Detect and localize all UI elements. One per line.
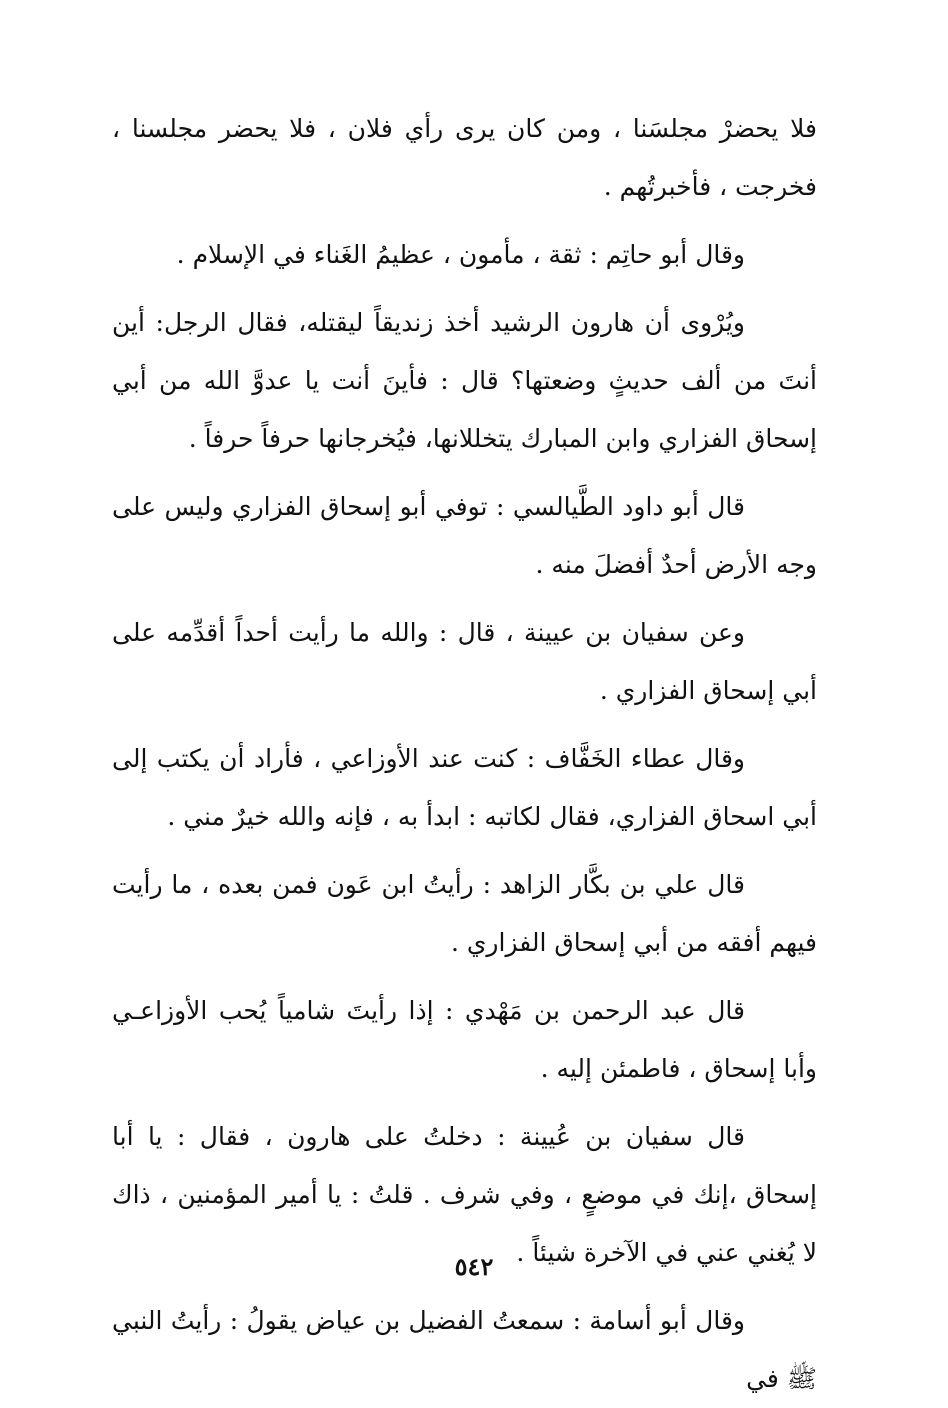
- page-number: ٥٤٢: [454, 1252, 494, 1281]
- paragraph-4: قال أبو داود الطَّيالسي : توفي أبو إسحاق الفزاري وليس على وجه الأرض أحدٌ أفضلَ منه .: [112, 492, 817, 579]
- paragraph-5: وعن سفيان بن عيينة ، قال : والله ما رأيت أحداً أقدِّمه على أبي إسحاق الفزاري .: [112, 618, 817, 705]
- paragraph-8: قال عبد الرحمن بن مَهْدي : إذا رأيتَ شامياً يُحب الأوزاعـي وأبا إسحاق ، فاطمئن إليه .: [112, 996, 817, 1083]
- page-body-text: [112, 100, 817, 1408]
- paragraph-9: قال سفيان بن عُيينة : دخلتُ على هارون ، فقال : يا أبا إسحاق ،إنك في موضعٍ ، وفي شرف . قلتُ : يا أمير المؤمنين ، ذاك لا يُغني عني في الآخرة شيئاً .: [112, 1122, 817, 1267]
- paragraph-7: قال علي بن بكَّار الزاهد : رأيتُ ابن عَون فمن بعده ، ما رأيت فيهم أفقه من أبي إسحاق الفزاري .: [112, 870, 817, 957]
- paragraph-10: وقال أبو أسامة : سمعتُ الفضيل بن عياض يقولُ : رأيتُ النبي ﷺ في: [112, 1306, 817, 1393]
- paragraph-1: فلا يحضرْ مجلسَنا ، ومن كان يرى رأي فلان ، فلا يحضر مجلسنا ، فخرجت ، فأخبرتُهم .: [112, 114, 817, 201]
- paragraph-3: ويُرْوى أن هارون الرشيد أخذ زنديقاً ليقتله، فقال الرجل: أين أنتَ من ألف حديثٍ وضعتها؟ قال : فأينَ أنت يا عدوَّ الله من أبي إسحاق الفزاري وابن المبارك يتخللانها، فيُخرجانها حرفاً حرفاً .: [112, 308, 817, 453]
- paragraph-6: وقال عطاء الخَفَّاف : كنت عند الأوزاعي ، فأراد أن يكتب إلى أبي اسحاق الفزاري، فقال لكاتبه : ابدأ به ، فإنه والله خيرٌ مني .: [112, 744, 817, 831]
- paragraph-2: وقال أبو حاتِم : ثقة ، مأمون ، عظيمُ الغَناء في الإسلام .: [176, 240, 745, 269]
